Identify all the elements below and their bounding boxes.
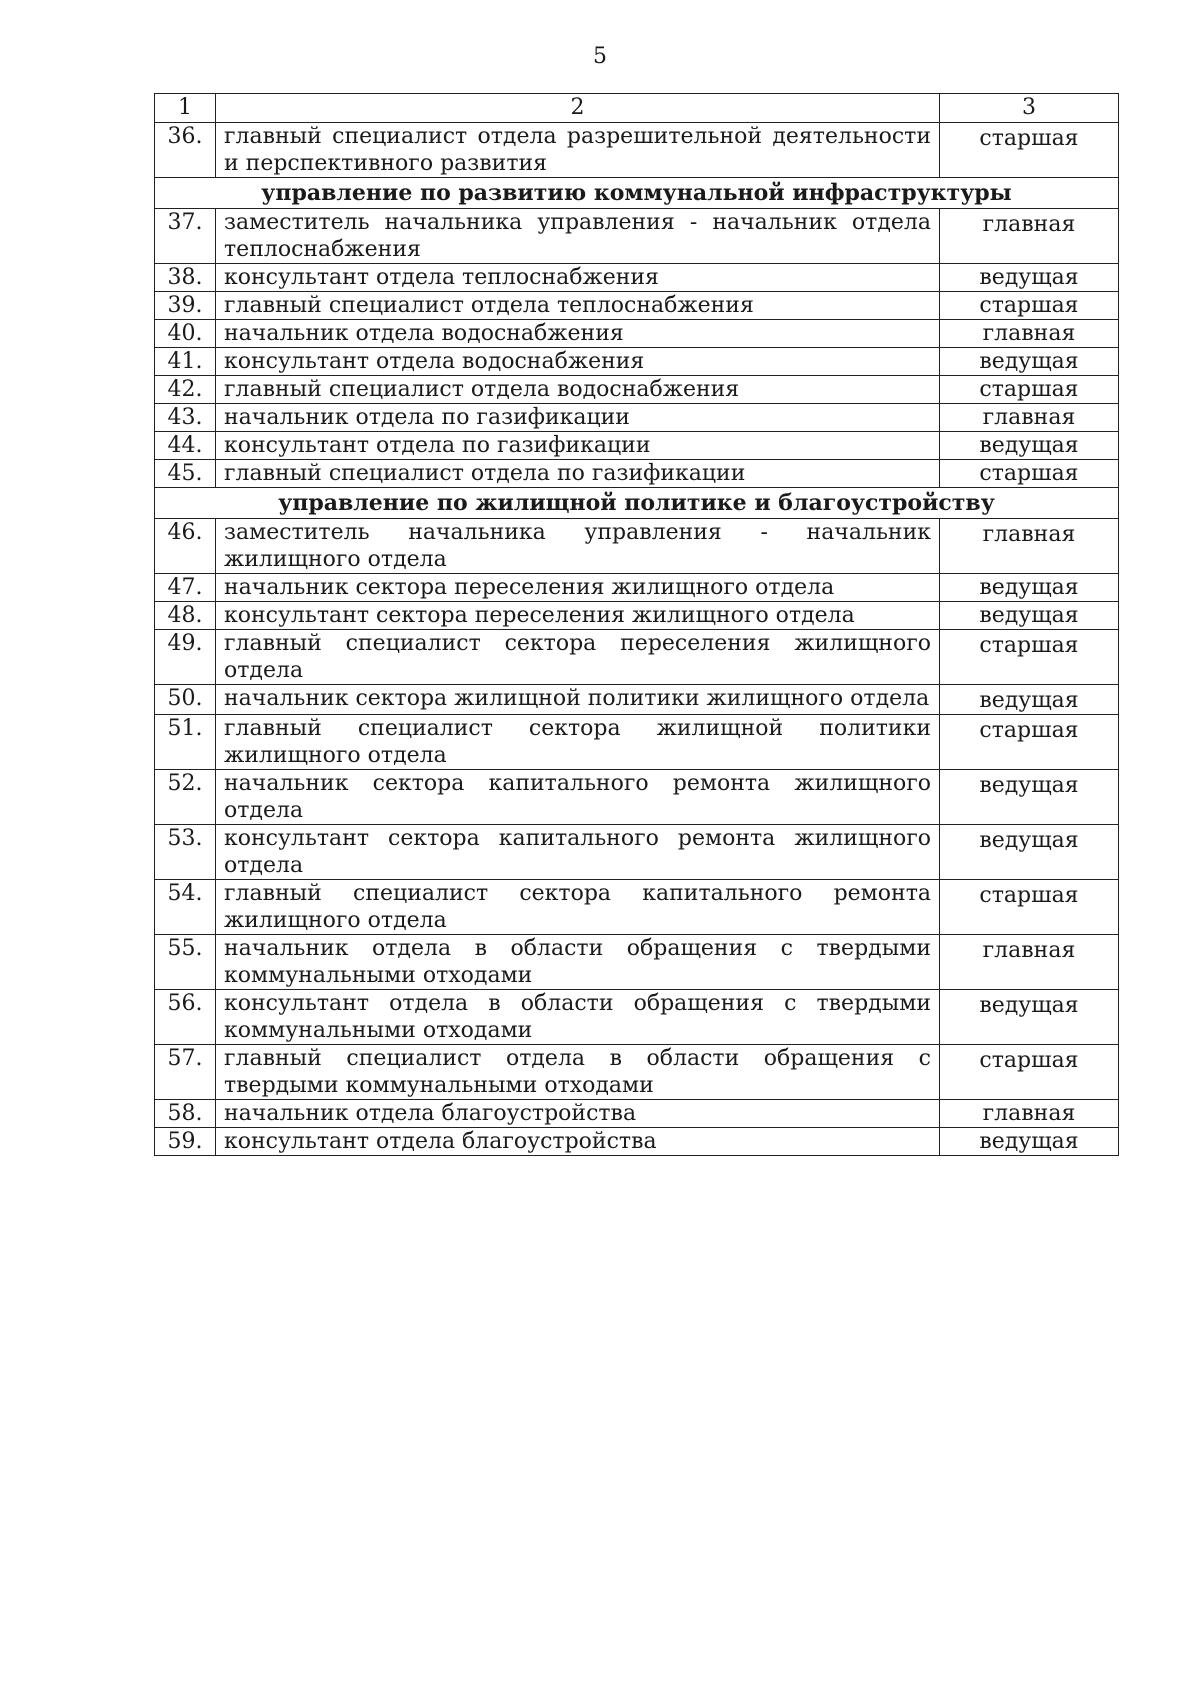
table-row xyxy=(155,715,1119,770)
row-number: 40. xyxy=(155,320,216,348)
table-row xyxy=(155,1128,1119,1156)
position-title: начальник отдела по газификации xyxy=(216,404,940,432)
row-number: 37. xyxy=(155,209,216,264)
table-row xyxy=(155,123,1119,178)
row-number: 45. xyxy=(155,460,216,488)
row-number: 56. xyxy=(155,990,216,1045)
row-number: 53. xyxy=(155,825,216,880)
position-title: главный специалист отдела водоснабжения xyxy=(216,376,940,404)
position-title: начальник отдела благоустройства xyxy=(216,1100,940,1128)
position-title: главный специалист отдела теплоснабжения xyxy=(216,292,940,320)
position-group: старшая xyxy=(940,1045,1119,1100)
row-number: 38. xyxy=(155,264,216,292)
position-title: консультант отдела водоснабжения xyxy=(216,348,940,376)
position-title: начальник сектора капитального ремонта жилищного отдела xyxy=(216,770,940,825)
row-number: 51. xyxy=(155,715,216,770)
position-group: главная xyxy=(940,935,1119,990)
position-group: главная xyxy=(940,320,1119,348)
table-row xyxy=(155,685,1119,715)
table-row xyxy=(155,574,1119,602)
position-title: начальник сектора переселения жилищного отдела xyxy=(216,574,940,602)
position-group: главная xyxy=(940,404,1119,432)
position-group: ведущая xyxy=(940,685,1119,715)
position-title: главный специалист отдела по газификации xyxy=(216,460,940,488)
table-row xyxy=(155,292,1119,320)
table-row xyxy=(155,1100,1119,1128)
column-number-3: 3 xyxy=(940,94,1119,123)
position-group: ведущая xyxy=(940,602,1119,630)
table-row xyxy=(155,630,1119,685)
row-number: 39. xyxy=(155,292,216,320)
position-title: главный специалист сектора капитального ремонта жилищного отдела xyxy=(216,880,940,935)
row-number: 55. xyxy=(155,935,216,990)
column-number-row xyxy=(155,94,1119,123)
table-row xyxy=(155,432,1119,460)
position-group: главная xyxy=(940,1100,1119,1128)
table-row xyxy=(155,602,1119,630)
table-row xyxy=(155,404,1119,432)
position-title: начальник отдела в области обращения с твердыми коммунальными отходами xyxy=(216,935,940,990)
position-group: ведущая xyxy=(940,990,1119,1045)
page-number: 5 xyxy=(593,44,607,69)
position-title: заместитель начальника управления - начальник жилищного отдела xyxy=(216,519,940,574)
table-row xyxy=(155,990,1119,1045)
position-group: главная xyxy=(940,519,1119,574)
position-title: начальник сектора жилищной политики жилищного отдела xyxy=(216,685,940,715)
table-row xyxy=(155,880,1119,935)
table-row xyxy=(155,209,1119,264)
section-heading: управление по жилищной политике и благоустройству xyxy=(155,488,1119,519)
row-number: 46. xyxy=(155,519,216,574)
position-title: начальник отдела водоснабжения xyxy=(216,320,940,348)
position-group: ведущая xyxy=(940,574,1119,602)
position-group: ведущая xyxy=(940,432,1119,460)
row-number: 41. xyxy=(155,348,216,376)
table-row xyxy=(155,519,1119,574)
row-number: 49. xyxy=(155,630,216,685)
row-number: 52. xyxy=(155,770,216,825)
row-number: 48. xyxy=(155,602,216,630)
section-heading-row xyxy=(155,488,1119,519)
position-title: консультант сектора переселения жилищного отдела xyxy=(216,602,940,630)
table-body xyxy=(155,94,1119,1156)
position-group: старшая xyxy=(940,460,1119,488)
position-group: старшая xyxy=(940,123,1119,178)
column-number-2: 2 xyxy=(216,94,940,123)
position-title: консультант отдела в области обращения с твердыми коммунальными отходами xyxy=(216,990,940,1045)
position-group: старшая xyxy=(940,630,1119,685)
section-heading: управление по развитию коммунальной инфраструктуры xyxy=(155,178,1119,209)
row-number: 47. xyxy=(155,574,216,602)
position-group: старшая xyxy=(940,880,1119,935)
table-row xyxy=(155,825,1119,880)
position-title: главный специалист отдела в области обращения с твердыми коммунальными отходами xyxy=(216,1045,940,1100)
position-title: главный специалист отдела разрешительной деятельности и перспективного развития xyxy=(216,123,940,178)
row-number: 50. xyxy=(155,685,216,715)
position-group: ведущая xyxy=(940,264,1119,292)
table-row xyxy=(155,348,1119,376)
position-title: консультант отдела теплоснабжения xyxy=(216,264,940,292)
position-group: ведущая xyxy=(940,825,1119,880)
position-title: заместитель начальника управления - начальник отдела теплоснабжения xyxy=(216,209,940,264)
position-group: главная xyxy=(940,209,1119,264)
row-number: 36. xyxy=(155,123,216,178)
row-number: 54. xyxy=(155,880,216,935)
position-title: главный специалист сектора переселения жилищного отдела xyxy=(216,630,940,685)
table-row xyxy=(155,770,1119,825)
positions-table xyxy=(154,93,1119,1156)
section-heading-row xyxy=(155,178,1119,209)
table-row xyxy=(155,1045,1119,1100)
position-group: старшая xyxy=(940,715,1119,770)
table-row xyxy=(155,264,1119,292)
table-row xyxy=(155,935,1119,990)
column-number-1: 1 xyxy=(155,94,216,123)
position-title: консультант отдела по газификации xyxy=(216,432,940,460)
table-row xyxy=(155,376,1119,404)
position-group: ведущая xyxy=(940,348,1119,376)
row-number: 58. xyxy=(155,1100,216,1128)
position-group: старшая xyxy=(940,292,1119,320)
position-title: консультант сектора капитального ремонта жилищного отдела xyxy=(216,825,940,880)
table-row xyxy=(155,460,1119,488)
position-title: главный специалист сектора жилищной политики жилищного отдела xyxy=(216,715,940,770)
row-number: 43. xyxy=(155,404,216,432)
row-number: 42. xyxy=(155,376,216,404)
table-row xyxy=(155,320,1119,348)
position-title: консультант отдела благоустройства xyxy=(216,1128,940,1156)
position-group: ведущая xyxy=(940,770,1119,825)
position-group: старшая xyxy=(940,376,1119,404)
position-group: ведущая xyxy=(940,1128,1119,1156)
row-number: 57. xyxy=(155,1045,216,1100)
row-number: 44. xyxy=(155,432,216,460)
row-number: 59. xyxy=(155,1128,216,1156)
